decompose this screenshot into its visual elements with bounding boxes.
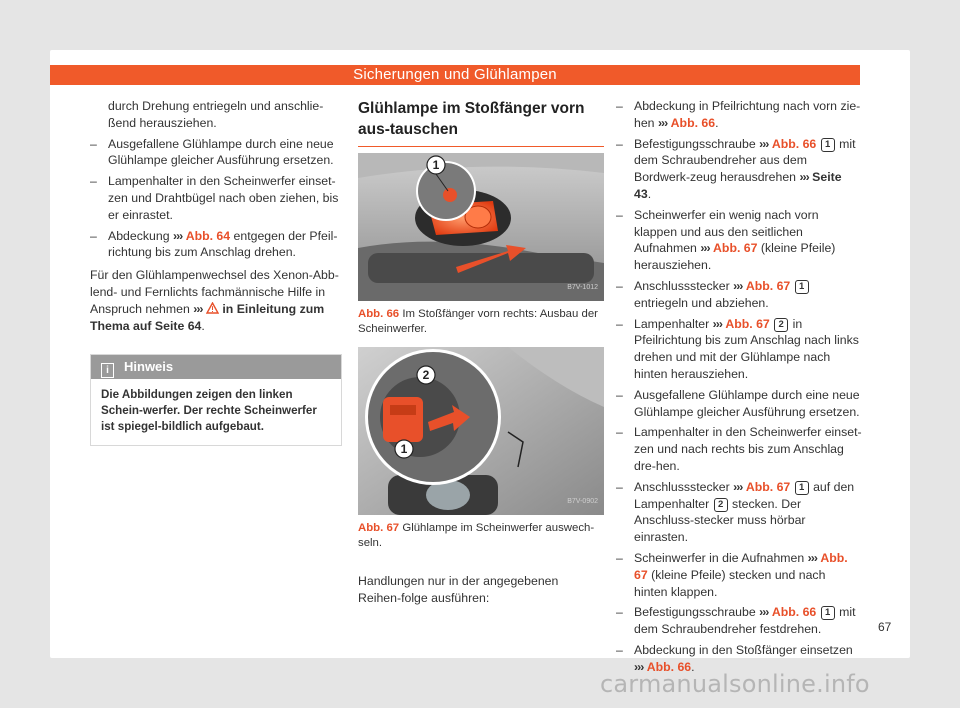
figure-reference-link[interactable]: Abb. 67 [725, 316, 770, 331]
step-item [616, 316, 862, 383]
step-text: . [647, 186, 652, 201]
step-text: Befestigungsschraube [634, 605, 756, 620]
step-item [616, 604, 862, 638]
step-text: Lampenhalter [634, 316, 710, 331]
figure-reference-link[interactable]: Abb. 66 [771, 605, 817, 620]
reference-arrow: ››› [759, 136, 769, 151]
paragraph-text: . [201, 318, 205, 333]
headlamp-illustration [358, 347, 604, 515]
caption-text: Glühlampe im Scheinwerfer auswech-seln. [358, 522, 595, 549]
instruction-intro: Handlungen nur in der angegebenen Reihen-folge ausführen: [358, 574, 559, 605]
figure-67-image [358, 347, 604, 515]
figure-reference-link[interactable]: Abb. 67 [634, 550, 848, 582]
figure-reference-link[interactable]: Abb. 66 [670, 115, 716, 130]
step-item [616, 278, 862, 312]
figure-reference-link[interactable]: Abb. 66 [646, 659, 692, 674]
figure-code: B7V-0902 [567, 498, 598, 506]
watermark-text: carmanualsonline.info [600, 670, 870, 698]
step-text: (kleine Pfeile) stecken und nach hinten klappen. [634, 567, 826, 599]
step-item [616, 550, 862, 600]
column-middle [358, 98, 604, 611]
figure-reference-link[interactable]: Abb. 67 [713, 241, 758, 256]
step-item [616, 136, 862, 203]
figure-reference-link[interactable]: Abb. 67 [745, 479, 791, 494]
callout-number: 1 [795, 280, 809, 294]
figure-caption [358, 307, 604, 337]
note-header [91, 355, 341, 379]
step-text: Abdeckung in Pfeilrichtung nach vorn zie-hen [634, 99, 861, 130]
callout-1: 1 [432, 158, 440, 172]
step-text: Scheinwerfer ein wenig nach vorn klappen und aus den seitlichen Aufnahmen [634, 207, 819, 256]
figure-caption [358, 521, 604, 551]
step-text: Anschlussstecker [634, 479, 730, 494]
step-item [616, 98, 862, 132]
reference-arrow: ››› [657, 115, 668, 130]
step-text: auf den Lampenhalter [634, 479, 855, 511]
reference-arrow: ››› [733, 479, 743, 494]
step-text: Abdeckung in den Stoßfänger einsetzen [634, 642, 853, 657]
step-text: Befestigungsschraube [634, 136, 756, 151]
column-right [616, 98, 862, 680]
step-item: – Ausgefallene Glühlampe durch eine neue Glühlampe gleicher Ausführung ersetzen. [616, 387, 862, 421]
step-item: – Lampenhalter in den Scheinwerfer einset-zen und Drahtbügel nach oben ziehen, bis er einrastet. [90, 173, 342, 223]
paragraph-text: Für den Glühlampenwechsel des Xenon-Abb-lend- und Fernlichts fachmännische Hilfe in Anspruch nehmen [90, 268, 339, 316]
caption-label: Abb. 67 [358, 522, 400, 534]
step-text: mit dem Schraubendreher festdrehen. [634, 605, 856, 637]
warning-icon [206, 302, 219, 314]
info-icon: i [101, 363, 114, 378]
cross-reference-link[interactable]: in Einleitung zum Thema auf Seite 64 [90, 301, 325, 333]
step-text: (kleine Pfeile) herausziehen. [634, 241, 836, 273]
callout-number: 2 [774, 318, 788, 332]
callout-2: 2 [422, 368, 430, 382]
reference-arrow: ››› [799, 170, 809, 185]
figure-reference-link[interactable]: Abb. 66 [771, 136, 817, 151]
reference-arrow: ››› [634, 659, 644, 674]
callout-number: 1 [821, 606, 835, 620]
figure-code: B7V-1012 [567, 284, 598, 292]
step-text: in Pfeilrichtung bis zum Anschlag nach links drehen und mit der Glühlampe nach hinten herausziehen. [634, 316, 859, 381]
step-text: Abdeckung [108, 228, 170, 243]
info-paragraph [90, 267, 342, 334]
page-number: 67 [878, 620, 892, 634]
continued-step: durch Drehung entriegeln und anschlie-ßend herausziehen. [108, 99, 324, 130]
step-text: Anschlussstecker [634, 278, 730, 293]
callout-1: 1 [400, 442, 408, 456]
figure-66-image [358, 153, 604, 301]
note-title: Hinweis [124, 359, 174, 375]
reference-arrow: ››› [700, 241, 710, 256]
bumper-illustration [358, 153, 604, 301]
note-body: Die Abbildungen zeigen den linken Schein-werfer. Der rechte Scheinwerfer ist spiegel-bildlich aufgebaut. [101, 388, 317, 434]
step-item: – Lampenhalter in den Scheinwerfer einset-zen und nach rechts bis zum Anschlag dre-hen. [616, 424, 862, 474]
caption-text: Im Stoßfänger vorn rechts: Ausbau der Scheinwerfer. [358, 308, 598, 335]
step-item [616, 207, 862, 274]
step-text: Scheinwerfer in die Aufnahmen [634, 550, 805, 565]
reference-arrow: ››› [807, 550, 817, 565]
callout-number: 2 [714, 498, 728, 512]
note-box [90, 354, 342, 446]
callout-number: 1 [795, 481, 809, 495]
step-text: . [715, 115, 719, 130]
reference-arrow: ››› [759, 605, 769, 620]
section-title: Glühlampe im Stoßfänger vorn aus-tauschen [358, 98, 604, 147]
figure-reference-link[interactable]: Abb. 64 [185, 228, 231, 243]
column-left [90, 98, 342, 446]
figure-reference-link[interactable]: Abb. 67 [745, 278, 791, 293]
caption-label: Abb. 66 [358, 308, 400, 320]
callout-number: 1 [821, 138, 835, 152]
step-text: mit dem Schraubendreher aus dem Bordwerk-zeug herausdrehen [634, 136, 856, 185]
reference-arrow: ››› [172, 228, 183, 243]
step-item: – Ausgefallene Glühlampe durch eine neue Glühlampe gleicher Ausführung ersetzen. [90, 136, 342, 170]
reference-arrow: ››› [193, 301, 203, 316]
step-text: entriegeln und abziehen. [634, 295, 769, 310]
step-item [90, 228, 342, 262]
step-text: . [691, 659, 695, 674]
section-header: Sicherungen und Glühlampen [50, 65, 860, 85]
reference-arrow: ››› [733, 278, 743, 293]
step-text: entgegen der Pfeil-richtung bis zum Anschlag drehen. [108, 228, 338, 260]
page-reference-link[interactable]: Seite 43 [634, 170, 842, 201]
step-text: stecken. Der Anschluss-stecker muss hörbar einrasten. [634, 496, 806, 545]
step-item [616, 479, 862, 546]
reference-arrow: ››› [712, 316, 722, 331]
